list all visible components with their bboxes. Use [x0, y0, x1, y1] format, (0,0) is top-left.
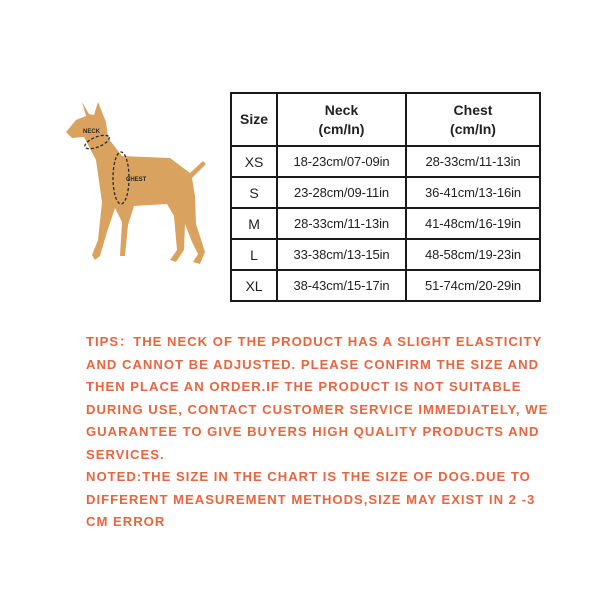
size-cell: XS [231, 146, 277, 177]
neck-header-title: Neck [324, 101, 359, 118]
chest-label: CHEST [126, 177, 147, 183]
size-cell: XL [231, 270, 277, 301]
size-chart-table [230, 92, 541, 302]
size-header: Size [231, 93, 277, 146]
chest-cell: 36-41cm/13-16in [406, 177, 540, 208]
chest-cell: 48-58cm/19-23in [406, 239, 540, 270]
neck-header [277, 93, 406, 146]
table-row [231, 270, 540, 301]
tips-text: TIPS：THE NECK OF THE PRODUCT HAS A SLIGHT ELASTICITY AND CANNOT BE ADJUSTED. PLEASE CONFIRM THE SIZE AND THEN PLACE AN ORDER.IF THE PRODUCT IS NOT SUITABLE DURING USE, CONTACT CUSTOMER SERVICE IMMEDIATELY, WE GUARANTEE TO GIVE BUYERS HIGH QUALITY PRODUCTS AND SERVICES. [86, 334, 549, 462]
table-row [231, 177, 540, 208]
table-row [231, 239, 540, 270]
tips-notice [86, 331, 556, 534]
chest-header-unit: (cm/In) [450, 120, 496, 137]
dog-body-shape [66, 102, 206, 264]
chest-cell: 28-33cm/11-13in [406, 146, 540, 177]
neck-cell: 23-28cm/09-11in [277, 177, 406, 208]
chest-header [406, 93, 540, 146]
neck-cell: 18-23cm/07-09in [277, 146, 406, 177]
neck-header-unit: (cm/In) [318, 120, 365, 137]
neck-cell: 33-38cm/13-15in [277, 239, 406, 270]
size-cell: M [231, 208, 277, 239]
neck-cell: 38-43cm/15-17in [277, 270, 406, 301]
table-row [231, 208, 540, 239]
chest-cell: 51-74cm/20-29in [406, 270, 540, 301]
dog-silhouette [52, 90, 222, 295]
neck-cell: 28-33cm/11-13in [277, 208, 406, 239]
table-header-row [231, 93, 540, 146]
table-row [231, 146, 540, 177]
size-cell: S [231, 177, 277, 208]
chest-cell: 41-48cm/16-19in [406, 208, 540, 239]
dog-illustration [52, 90, 222, 295]
size-cell: L [231, 239, 277, 270]
chest-header-title: Chest [453, 101, 493, 118]
neck-label: NECK [83, 129, 101, 135]
noted-text: NOTED:THE SIZE IN THE CHART IS THE SIZE OF DOG.DUE TO DIFFERENT MEASUREMENT METHODS,SIZE MAY EXIST IN 2 -3 CM ERROR [86, 469, 536, 529]
